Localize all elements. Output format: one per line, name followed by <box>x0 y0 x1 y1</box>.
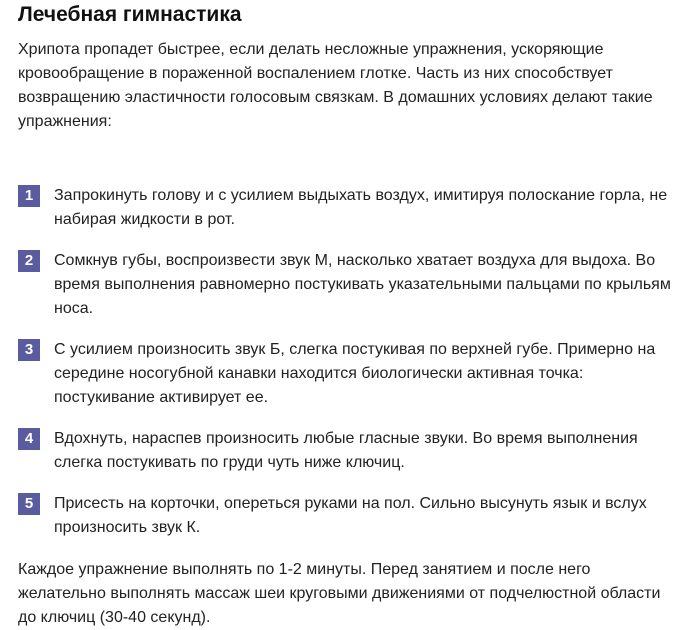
step-text: Запрокинуть голову и с усилием выдыхать воздух, имитируя полоскание горла, не набирая жидкости в рот. <box>54 187 668 228</box>
step-text: Присесть на корточки, опереться руками на пол. Сильно высунуть язык и вслух произносить звук К. <box>54 495 647 536</box>
list-item <box>18 249 681 321</box>
list-item <box>18 427 681 475</box>
step-number-badge: 3 <box>18 339 40 361</box>
step-number-badge: 2 <box>18 250 40 272</box>
intro-paragraph: Хрипота пропадет быстрее, если делать несложные упражнения, ускоряющие кровообращение в пораженной воспалением глотке. Часть из них способствует возвращению эластичности голосовым связкам. В домашних условиях делают такие упражнения: <box>18 41 653 130</box>
outro-paragraph: Каждое упражнение выполнять по 1-2 минуты. Перед занятием и после него желательно выполнять массаж шеи круговыми движениями от подчелюстной области до ключиц (30-40 секунд). <box>18 561 661 626</box>
step-number-badge: 4 <box>18 428 40 450</box>
step-text: Сомкнув губы, воспроизвести звук М, насколько хватает воздуха для выдоха. Во время выполнения равномерно постукивать указательными пальцами по крыльям носа. <box>54 252 671 317</box>
list-item <box>18 338 681 410</box>
step-text: Вдохнуть, нараспев произносить любые гласные звуки. Во время выполнения слегка постукивать по груди чуть ниже ключиц. <box>54 430 638 471</box>
step-number-badge: 5 <box>18 493 40 515</box>
step-number-badge: 1 <box>18 185 40 207</box>
list-item <box>18 184 681 232</box>
section-heading: Лечебная гимнастика <box>18 3 242 26</box>
list-item <box>18 492 681 540</box>
step-text: С усилием произносить звук Б, слегка постукивая по верхней губе. Примерно на середине носогубной канавки находится биологически активная точка: постукивание активирует ее. <box>54 341 656 406</box>
exercise-list <box>18 184 681 540</box>
